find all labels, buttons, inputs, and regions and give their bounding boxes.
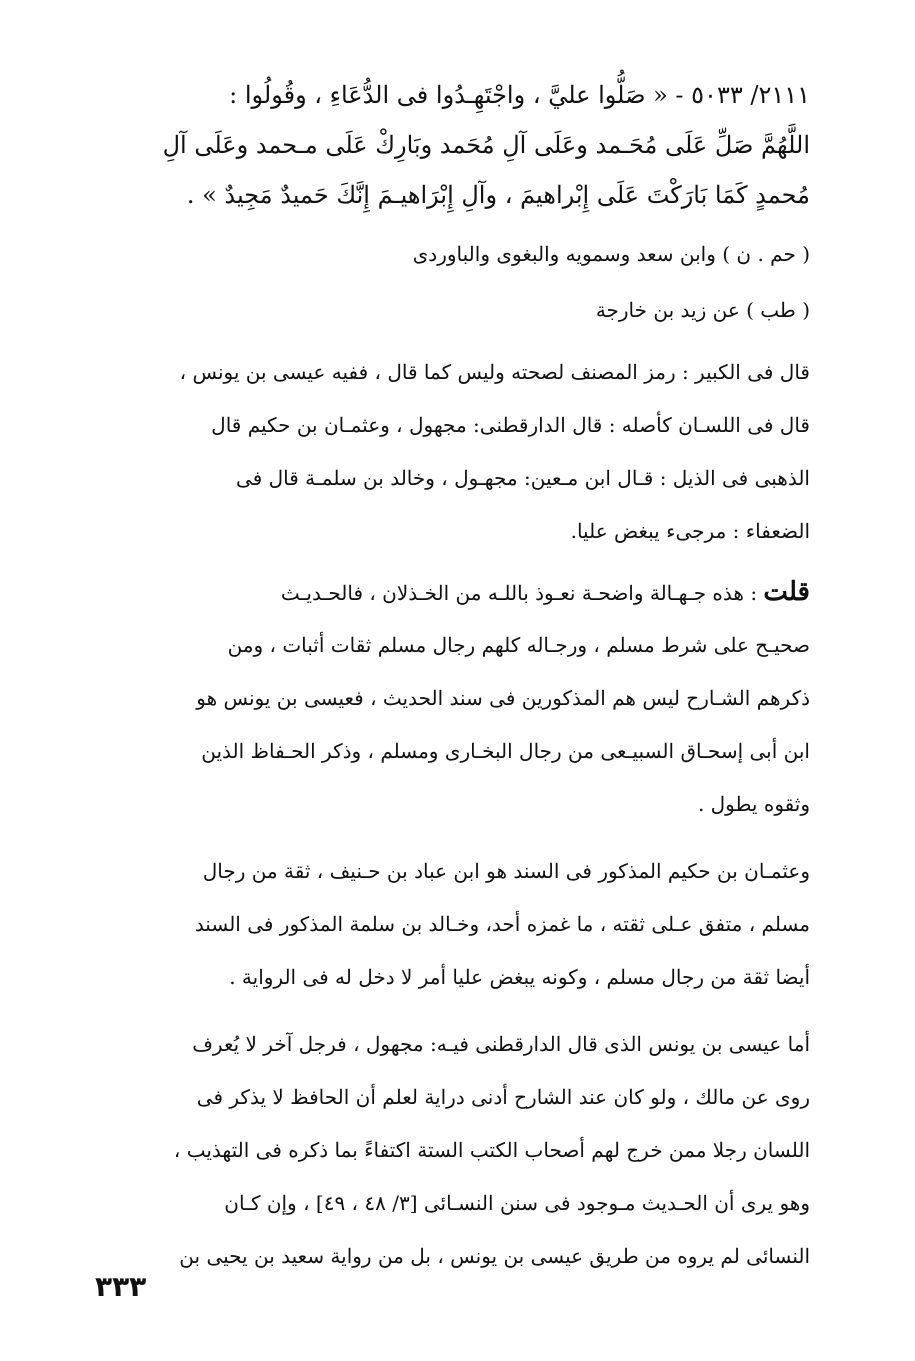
page-body bbox=[100, 70, 810, 1283]
hadith-line: اللَّهُمَّ صَلِّ عَلَى مُحَـمد وعَلَى آلِ مُحَمد وبَارِكْ عَلَى مـحمد وعَلَى آلِ bbox=[162, 131, 810, 159]
source-line: ( حم . ن ) وابن سعد وسمويه والبغوى والباوردى bbox=[412, 242, 810, 266]
hadith-line: مُحمدٍ كَمَا بَارَكْتَ عَلَى إِبْراهيمَ ، وآلِ إِبْرَاهيـمَ إِنَّكَ حَميدٌ مَجِيدٌ » . bbox=[186, 181, 810, 209]
qult-line: صحيـح على شرط مسلم ، ورجـاله كلهم رجال مسلم ثقات أثبات ، ومن bbox=[227, 633, 810, 657]
hadith-line: ٢١١١/ ٥٠٣٣ - « صَلُّوا عليَّ ، واجْتَهِـدُوا فى الدُّعَاءِ ، وقُولُوا : bbox=[229, 81, 810, 109]
commentary-line: قال فى الكبير : رمز المصنف لصحته وليس كما قال ، ففيه عيسى بن يونس ، bbox=[179, 360, 810, 384]
uthman-paragraph bbox=[100, 845, 810, 1004]
isa-paragraph bbox=[100, 1018, 810, 1283]
page-number: ٣٣٣ bbox=[95, 1270, 147, 1303]
paragraph-line: وهو يرى أن الحـديث مـوجود فى سنن النسـائى [٣/ ٤٨ ، ٤٩] ، وإن كـان bbox=[224, 1191, 810, 1215]
paragraph-line: أيضا ثقة من رجال مسلم ، وكونه يبغض عليا أمر لا دخل له فى الرواية . bbox=[229, 965, 810, 989]
paragraph-line: اللسان رجلا ممن خرج لهم أصحاب الكتب الستة اكتفاءً بما ذكره فى التهذيب ، bbox=[173, 1138, 810, 1162]
paragraph-line: روى عن مالك ، ولو كان عند الشارح أدنى دراية لعلم أن الحافظ لا يذكر فى bbox=[196, 1085, 810, 1109]
paragraph-line: أما عيسى بن يونس الذى قال الدارقطنى فيـه: مجهول ، فرجل آخر لا يُعرف bbox=[192, 1032, 810, 1056]
qult-line: ابن أبى إسحـاق السبيـعى من رجال البخـارى ومسلم ، وذكر الحـفاظ الذين bbox=[201, 739, 810, 763]
qult-first-line-text: : هذه جـهـالة واضحـة نعـوذ باللـه من الخـذلان ، فالحـديـث bbox=[280, 581, 758, 605]
qult-label: قلت bbox=[763, 577, 810, 607]
paragraph-line: مسلم ، متفق عـلى ثقته ، ما غمزه أحد، وخـالد بن سلمة المذكور فى السند bbox=[194, 912, 810, 936]
qult-line: وثقوه يطول . bbox=[697, 792, 810, 816]
commentary-line: الذهبى فى الذيل : قـال ابن مـعين: مجهـول ، وخالد بن سلمـة قال فى bbox=[236, 466, 810, 490]
commentary-line: قال فى اللسـان كأصله : قال الدارقطنى: مجهول ، وعثمـان بن حكيم قال bbox=[211, 413, 810, 437]
qult-first-line bbox=[100, 566, 810, 619]
commentary-line: الضعفاء : مرجىء يبغض عليا. bbox=[570, 519, 810, 543]
qult-paragraph bbox=[100, 566, 810, 831]
qult-line: ذكرهم الشـارح ليس هم المذكورين فى سند الحديث ، فعيسى بن يونس هو bbox=[196, 686, 810, 710]
hadith-sources bbox=[100, 226, 810, 338]
source-line: ( طب ) عن زيد بن خارجة bbox=[595, 298, 810, 322]
hadith-text bbox=[100, 70, 810, 220]
commentary-kabir bbox=[100, 346, 810, 558]
paragraph-line: النسائى لم يروه من طريق عيسى بن يونس ، بل من رواية سعيد بن يحيى بن bbox=[179, 1244, 810, 1268]
paragraph-line: وعثمـان بن حكيم المذكور فى السند هو ابن عباد بن حـنيف ، ثقة من رجال bbox=[202, 859, 810, 883]
